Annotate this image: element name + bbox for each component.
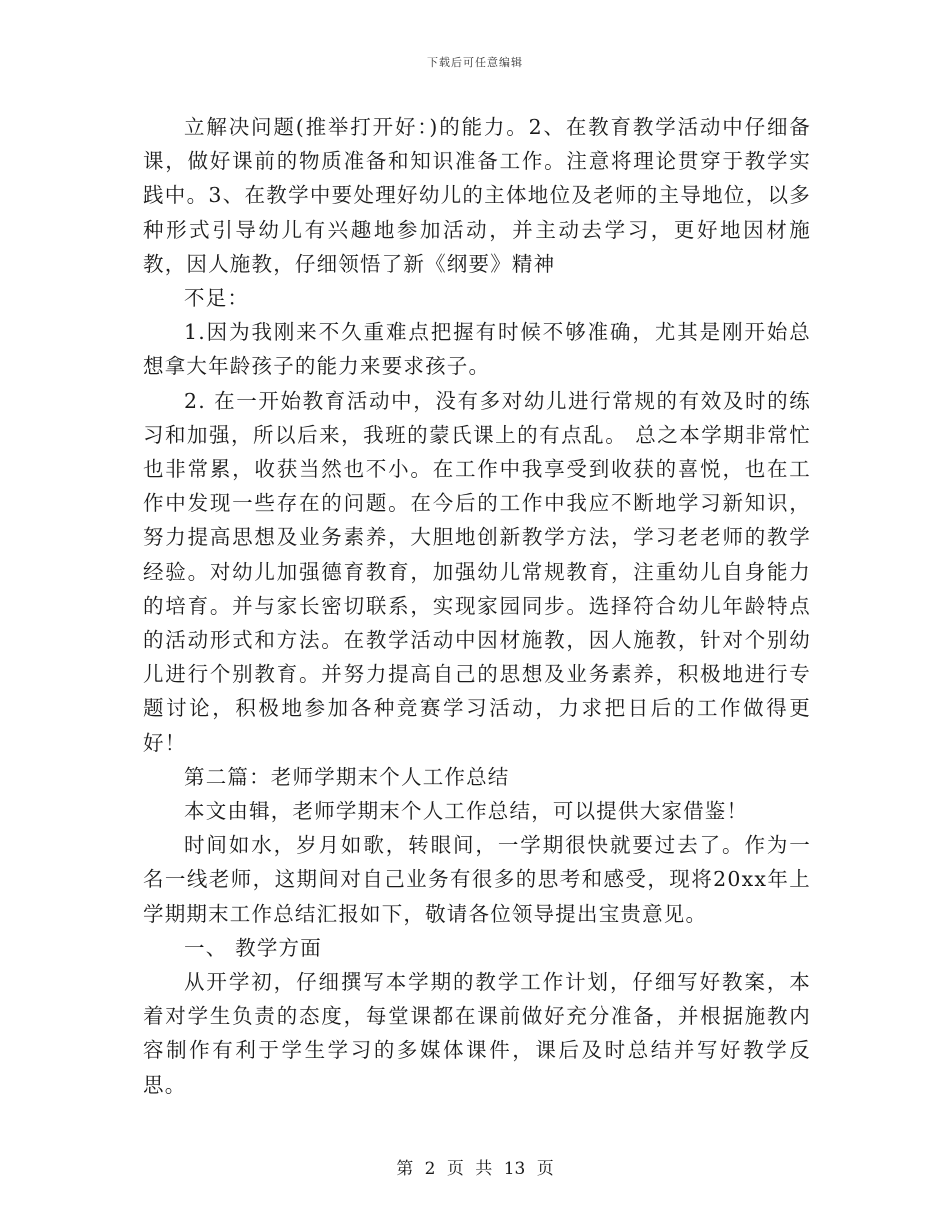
subheading-teaching: 一、 教学方面 (184, 935, 322, 960)
document-body (143, 110, 811, 1102)
page-number: 第 2 页 共 13 页 (396, 1159, 554, 1179)
paragraph-6: 本文由辑，老师学期末个人工作总结，可以提供大家借鉴！ (184, 799, 749, 824)
paragraph-7: 时间如水，岁月如歌，转眼间，一学期很快就要过去了。作为一名一线老师，这期间对自己业务有很多的思考和感受，现将20xx年上学期期末工作总结汇报如下，敬请各位领导提出宝贵意见。 (143, 833, 811, 926)
section-heading-2: 第二篇：老师学期末个人工作总结 (184, 764, 510, 789)
paragraph-9: 从开学初，仔细撰写本学期的教学工作计划，仔细写好教案，本着对学生负责的态度，每堂课都在课前做好充分准备，并根据施教内容制作有利于学生学习的多媒体课件，课后及时总结并写好教学反思。 (143, 970, 811, 1097)
page-header-note: 下载后可任意编辑 (427, 56, 523, 69)
paragraph-4: 2. 在一开始教育活动中，没有多对幼儿进行常规的有效及时的练习和加强，所以后来，我班的蒙氏课上的有点乱。 总之本学期非常忙也非常累，收获当然也不小。在工作中我享受到收获的喜悦，也在工作中发现一些存在的问题。在今后的工作中我应不断地学习新知识，努力提高思想及业务素养，大胆地创新教学方法，学习老老师的教学经验。对幼儿加强德育教育，加强幼儿常规教育，注重幼儿自身能力的培育。并与家长密切联系，实现家园同步。选择符合幼儿年龄特点的活动形式和方法。在教学活动中因材施教，因人施教，针对个别幼儿进行个别教育。并努力提高自己的思想及业务素养，积极地进行专题讨论，积极地参加各种竞赛学习活动，力求把日后的工作做得更好！ (143, 388, 811, 755)
paragraph-3: 1.因为我刚来不久重难点把握有时候不够准确，尤其是刚开始总想拿大年龄孩子的能力来要求孩子。 (143, 320, 811, 379)
paragraph-1: 立解决问题(推举打开好：)的能力。2、在教育教学活动中仔细备课，做好课前的物质准备和知识准备工作。注意将理论贯穿于教学实践中。3、在教学中要处理好幼儿的主体地位及老师的主导地位，以多种形式引导幼儿有兴趣地参加活动，并主动去学习，更好地因材施教，因人施教，仔细领悟了新《纲要》精神 (143, 115, 811, 276)
paragraph-2: 不足： (184, 286, 250, 311)
